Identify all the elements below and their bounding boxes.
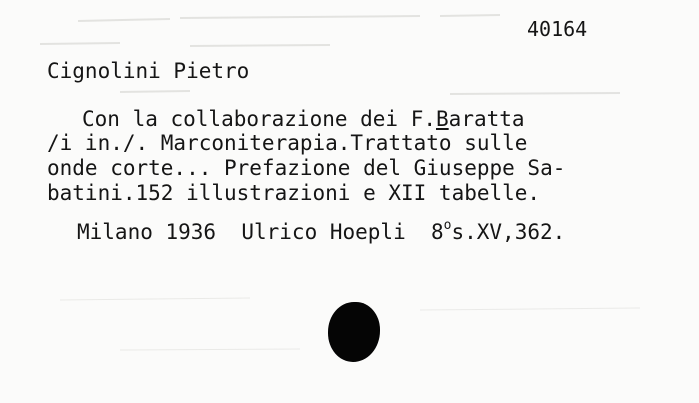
author-heading: Cignolini Pietro bbox=[47, 59, 250, 83]
imprint-place-year-publisher: Milano 1936 Ulrico Hoepli 8 bbox=[77, 220, 444, 244]
imprint-pages: s.XV,362. bbox=[451, 220, 566, 244]
description-line-1-underlined-letter: B bbox=[436, 107, 449, 131]
description-line-3: onde corte... Prefazione del Giuseppe Sa- bbox=[47, 156, 566, 180]
description-line-1-end: aratta bbox=[448, 107, 525, 131]
description-line-1 bbox=[82, 107, 525, 131]
description-line-2: /i in./. Marconiterapia.Trattato sulle bbox=[47, 131, 528, 155]
description-line-1-start: Con la collaborazione dei F. bbox=[82, 107, 437, 131]
format-superscript: o bbox=[443, 218, 452, 233]
catalog-number: 40164 bbox=[527, 17, 588, 41]
imprint-line bbox=[77, 220, 565, 244]
description-line-4: batini.152 illustrazioni e XII tabelle. bbox=[47, 181, 541, 205]
